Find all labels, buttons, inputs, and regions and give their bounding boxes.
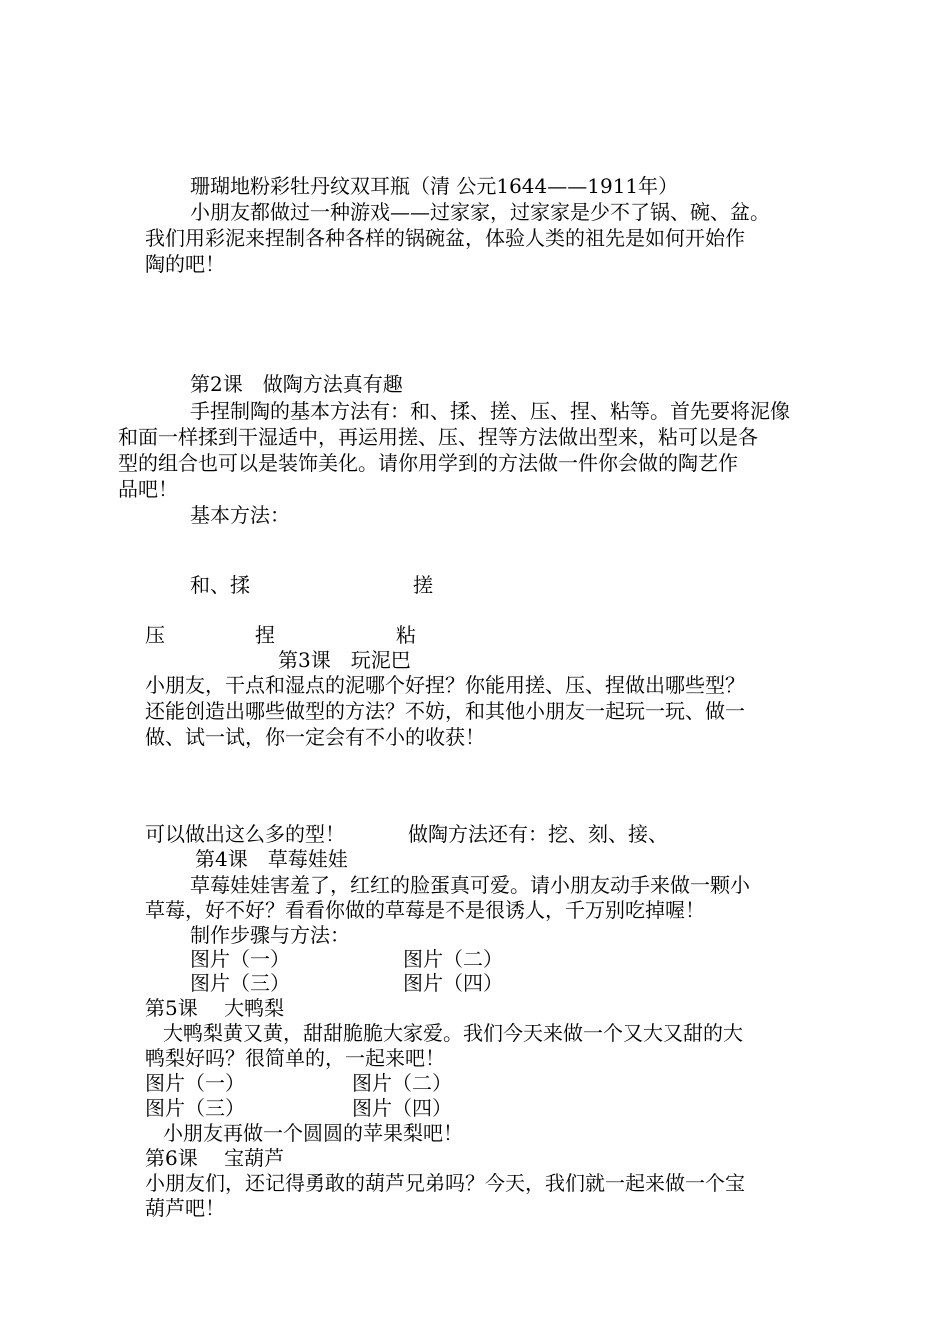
lesson6-title: 第6课 宝葫芦 <box>145 1146 285 1170</box>
lesson2-paragraph-line-2: 和面一样揉到干湿适中，再运用搓、压、捏等方法做出型来，粘可以是各 <box>118 425 758 449</box>
method-zhan: 粘 <box>396 623 416 647</box>
lesson3-title: 第3课 玩泥巴 <box>278 648 411 672</box>
lesson5-picture-2: 图片（二） <box>352 1071 452 1095</box>
intro-paragraph-line-3: 陶的吧！ <box>145 252 225 276</box>
lesson2-paragraph-line-1: 手捏制陶的基本方法有：和、揉、搓、压、捏、粘等。首先要将泥像 <box>190 399 790 423</box>
lesson4-picture-4: 图片（四） <box>403 971 503 995</box>
lesson5-paragraph-line-1: 大鸭梨黄又黄，甜甜脆脆大家爱。我们今天来做一个又大又甜的大 <box>163 1021 743 1045</box>
lesson4-picture-3: 图片（三） <box>190 971 290 995</box>
lesson4-paragraph-line-2: 草莓，好不好？看看你做的草莓是不是很诱人，千万别吃掉喔！ <box>145 898 705 922</box>
lesson3-paragraph-line-2: 还能创造出哪些做型的方法？不妨，和其他小朋友一起玩一玩、做一 <box>145 699 745 723</box>
lesson5-extra: 小朋友再做一个圆圆的苹果梨吧！ <box>163 1121 463 1145</box>
lesson5-picture-3: 图片（三） <box>145 1096 245 1120</box>
intro-paragraph-line-2: 我们用彩泥来捏制各种各样的锅碗盆，体验人类的祖先是如何开始作 <box>145 226 745 250</box>
intro-paragraph-line-1: 小朋友都做过一种游戏——过家家，过家家是少不了锅、碗、盆。 <box>190 200 770 224</box>
lesson5-picture-4: 图片（四） <box>352 1096 452 1120</box>
method-he-rou: 和、揉 <box>190 573 250 597</box>
lesson2-paragraph-line-3: 型的组合也可以是装饰美化。请你用学到的方法做一件你会做的陶艺作 <box>118 451 738 475</box>
lesson6-paragraph-line-2: 葫芦吧！ <box>145 1196 225 1220</box>
lesson6-paragraph-line-1: 小朋友们，还记得勇敢的葫芦兄弟吗？今天，我们就一起来做一个宝 <box>145 1171 745 1195</box>
vase-caption: 珊瑚地粉彩牡丹纹双耳瓶（清 公元1644——1911年） <box>190 174 679 198</box>
lesson2-paragraph-line-4: 品吧！ <box>118 477 178 501</box>
lesson4-paragraph-line-1: 草莓娃娃害羞了，红红的脸蛋真可爱。请小朋友动手来做一颗小 <box>190 873 750 897</box>
lesson5-paragraph-line-2: 鸭梨好吗？很简单的，一起来吧！ <box>145 1046 445 1070</box>
method-nie: 捏 <box>255 623 275 647</box>
lesson3-caption-right: 做陶方法还有：挖、刻、接、 <box>408 822 668 846</box>
lesson4-steps-label: 制作步骤与方法： <box>190 923 350 947</box>
lesson4-title: 第4课 草莓娃娃 <box>195 847 348 871</box>
method-ya: 压 <box>145 623 165 647</box>
lesson4-picture-1: 图片（一） <box>190 947 290 971</box>
lesson2-title: 第2课 做陶方法真有趣 <box>190 372 403 396</box>
lesson3-paragraph-line-3: 做、试一试，你一定会有不小的收获！ <box>145 725 485 749</box>
method-cuo: 搓 <box>413 573 433 597</box>
lesson2-methods-label: 基本方法： <box>190 503 290 527</box>
lesson5-title: 第5课 大鸭梨 <box>145 996 285 1020</box>
lesson5-picture-1: 图片（一） <box>145 1071 245 1095</box>
lesson3-paragraph-line-1: 小朋友，干点和湿点的泥哪个好捏？你能用搓、压、捏做出哪些型？ <box>145 673 745 697</box>
lesson3-caption-left: 可以做出这么多的型！ <box>145 822 345 846</box>
lesson4-picture-2: 图片（二） <box>403 947 503 971</box>
